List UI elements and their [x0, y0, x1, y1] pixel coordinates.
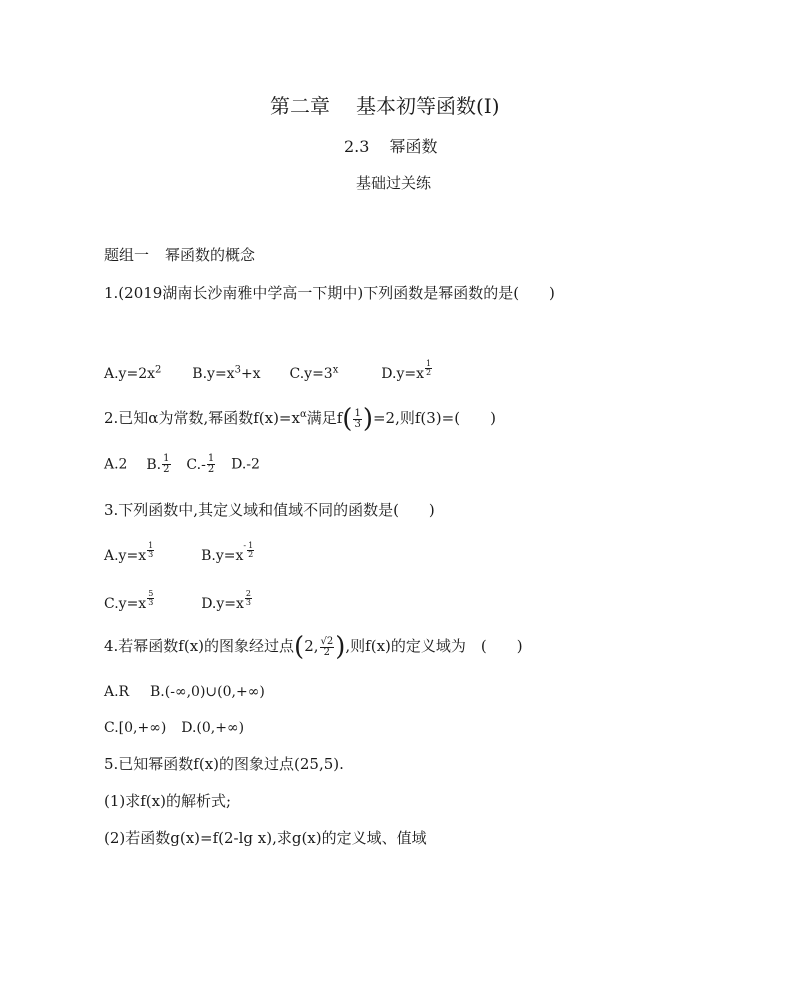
- question-3: 3.下列函数中,其定义域和值域不同的函数是( ): [104, 501, 435, 519]
- q2-option-b: B. $\frac{1}{2}$: [146, 453, 170, 475]
- chapter-heading: [270, 90, 500, 119]
- q4-option-c: C.[0,+∞): [104, 720, 167, 736]
- q2-option-d: D.-2: [231, 456, 260, 473]
- q1-option-a: $A.y=2x^2$: [104, 364, 162, 382]
- question-4: 4.若幂函数f(x)的图象经过点(2, $\frac{√2}{2}$ ),则f(x)的定义域为 ( ): [104, 632, 523, 662]
- chapter-title: 基本初等函数(Ⅰ): [356, 94, 500, 118]
- question-1: 1.(2019湖南长沙南雅中学高一下期中)下列函数是幂函数的是( ): [104, 284, 555, 302]
- q1-options: [104, 359, 432, 389]
- q2-option-c: C.- $\frac{1}{2}$: [186, 453, 215, 475]
- question-2: 2.已知α为常数,幂函数$f(x)=x^\alpha$满足f( $\frac{1}{3}$ )=2,则f(3)=( ): [104, 404, 496, 434]
- q2-options: [104, 454, 260, 475]
- q3-option-b: B.y=x- $\frac{1}{2}$: [201, 541, 254, 564]
- section-heading: [344, 134, 437, 157]
- q3-option-a: A.y=x $\frac{1}{3}$: [104, 541, 154, 564]
- q4-option-d: D.(0,+∞): [181, 720, 245, 736]
- q1-option-c: $C.y=3^x$: [289, 364, 339, 382]
- q4-option-b: B.(-∞,0)∪(0,+∞): [150, 684, 265, 700]
- page-subtitle: 基础过关练: [356, 174, 432, 192]
- group-title: 幂函数的概念: [165, 246, 256, 264]
- question-5: 5.已知幂函数f(x)的图象过点(25,5).: [104, 755, 344, 773]
- q2-option-a: A.2: [104, 456, 128, 473]
- q4-options-row1: [104, 682, 265, 702]
- chapter-number: 第二章: [270, 94, 330, 118]
- q3-option-c: C.y=x $\frac{5}{3}$: [104, 589, 154, 612]
- section-number: 2.3: [344, 137, 370, 156]
- q3-options-row1: [104, 541, 254, 571]
- group-label: 题组一: [104, 246, 150, 264]
- question-5-part-1: (1)求f(x)的解析式;: [104, 792, 232, 810]
- q1-option-d: D.y=x $\frac{1}{2}$: [381, 359, 432, 382]
- q3-option-d: D.y=x $\frac{2}{3}$: [201, 589, 252, 612]
- q4-option-a: A.R: [104, 684, 130, 700]
- question-5-part-2: (2)若函数g(x)=f(2-lg x),求g(x)的定义域、值域: [104, 829, 427, 847]
- group-heading: [104, 245, 255, 265]
- q4-options-row2: [104, 718, 244, 738]
- q1-option-b: $B.y=x^3+x$: [192, 364, 261, 382]
- section-title: 幂函数: [389, 137, 438, 156]
- q3-options-row2: [104, 589, 252, 619]
